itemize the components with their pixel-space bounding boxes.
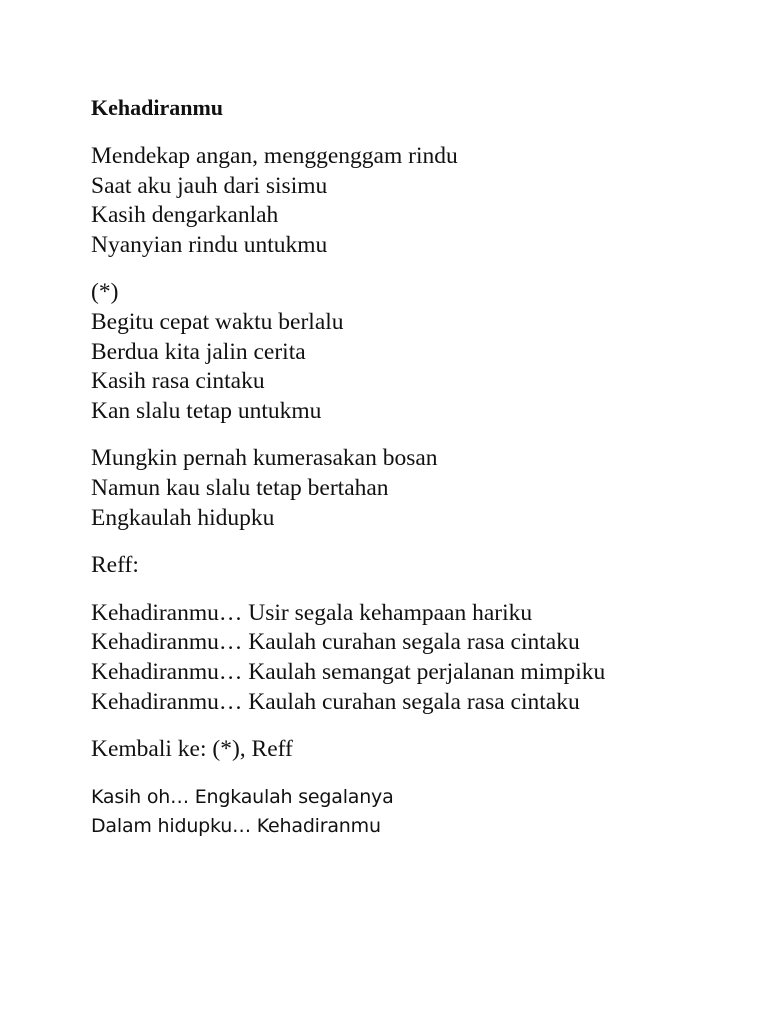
- lyric-line: Saat aku jauh dari sisimu: [91, 172, 328, 199]
- lyrics-document: [91, 94, 731, 841]
- lyric-line: Kan slalu tetap untukmu: [91, 397, 322, 424]
- lyric-line: Kehadiranmu… Kaulah curahan segala rasa cintaku: [91, 688, 580, 715]
- repeat-instruction-block: [91, 735, 731, 765]
- section-marker: (*): [91, 279, 119, 306]
- song-title: Kehadiranmu: [91, 95, 224, 120]
- verse-3: [91, 444, 731, 533]
- repeat-instruction: Kembali ke: (*), Reff: [91, 736, 293, 763]
- reff-label: Reff:: [91, 552, 139, 579]
- verse-2: [91, 278, 731, 426]
- chorus: [91, 599, 731, 717]
- lyric-line: Kasih rasa cintaku: [91, 368, 265, 395]
- outro: [91, 783, 731, 841]
- lyric-line: Kehadiranmu… Kaulah semangat perjalanan mimpiku: [91, 658, 606, 685]
- lyric-line: Kehadiranmu… Usir segala kehampaan hariku: [91, 599, 533, 626]
- verse-1: [91, 142, 731, 260]
- lyric-line: Berdua kita jalin cerita: [91, 338, 306, 365]
- lyric-line: Dalam hidupku… Kehadiranmu: [91, 814, 381, 837]
- lyric-line: Engkaulah hidupku: [91, 504, 275, 531]
- lyric-line: Begitu cepat waktu berlalu: [91, 308, 344, 335]
- lyric-line: Kasih oh… Engkaulah segalanya: [91, 785, 394, 808]
- lyric-line: Namun kau slalu tetap bertahan: [91, 474, 389, 501]
- lyric-line: Mendekap angan, menggenggam rindu: [91, 143, 458, 169]
- lyric-line: Nyanyian rindu untukmu: [91, 231, 328, 258]
- lyric-line: Mungkin pernah kumerasakan bosan: [91, 445, 438, 472]
- lyric-line: Kehadiranmu… Kaulah curahan segala rasa cintaku: [91, 629, 580, 656]
- lyric-line: Kasih dengarkanlah: [91, 202, 279, 229]
- reff-label-block: [91, 551, 731, 581]
